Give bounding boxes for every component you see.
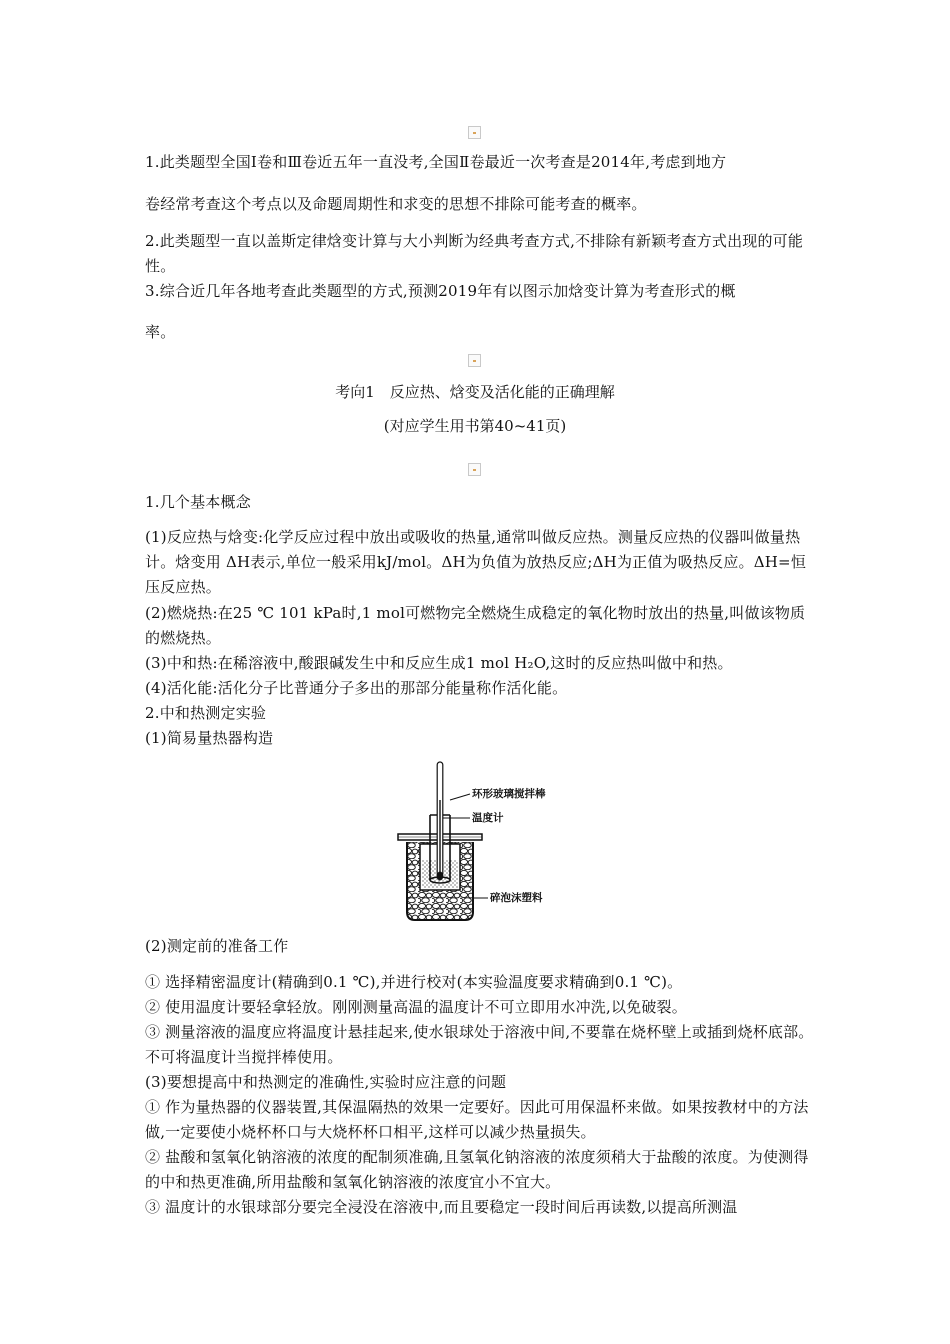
intro-paragraph-3-line-2: 率。 — [145, 323, 176, 341]
label-thermometer: 温度计 — [472, 812, 504, 824]
preparation-item-3: ③ 测量溶液的温度应将温度计悬挂起来,使水银球处于溶液中间,不要靠在烧杯壁上或插到烧杯底部。不可将温度计当搅拌棒使用。 — [145, 1023, 814, 1066]
concept-combustion-heat: (2)燃烧热:在25 ℃ 101 kPa时,1 mol可燃物完全燃烧生成稳定的氧化物时放出的热量,叫做该物质的燃烧热。 — [145, 604, 806, 647]
subheading-calorimeter: (1)简易量热器构造 — [145, 729, 274, 747]
concept-reaction-heat: (1)反应热与焓变:化学反应过程中放出或吸收的热量,通常叫做反应热。测量反应热的仪器叫做量热计。焓变用 ΔH表示,单位一般采用kJ/mol。ΔH为负值为放热反应;ΔH为正值为吸热反应。ΔH=恒压反应热。 — [145, 528, 807, 596]
heading-basic-concepts: 1.几个基本概念 — [145, 493, 251, 511]
image-placeholder-icon — [468, 463, 481, 476]
section-subtitle: (对应学生用书第40~41页) — [383, 417, 567, 435]
heading-neutralization-experiment: 2.中和热测定实验 — [145, 704, 267, 722]
image-placeholder-icon — [468, 354, 481, 367]
subheading-preparation: (2)测定前的准备工作 — [145, 937, 289, 955]
preparation-item-1: ① 选择精密温度计(精确到0.1 ℃),并进行校对(本实验温度要求精确到0.1 ℃)。 — [145, 973, 683, 991]
intro-paragraph-3-line-1: 3.综合近几年各地考查此类题型的方式,预测2019年有以图示加焓变计算为考查形式的概 — [145, 282, 736, 300]
concept-neutralization-heat: (3)中和热:在稀溶液中,酸跟碱发生中和反应生成1 mol H₂O,这时的反应热叫做中和热。 — [145, 654, 733, 672]
accuracy-item-2: ② 盐酸和氢氧化钠溶液的浓度的配制须准确,且氢氧化钠溶液的浓度须稍大于盐酸的浓度。为使测得的中和热更准确,所用盐酸和氢氧化钠溶液的浓度宜小不宜大。 — [145, 1148, 809, 1191]
accuracy-item-3: ③ 温度计的水银球部分要完全浸没在溶液中,而且要稳定一段时间后再读数,以提高所测温 — [145, 1198, 738, 1216]
thermometer-bulb — [437, 872, 444, 881]
accuracy-item-1: ① 作为量热器的仪器装置,其保温隔热的效果一定要好。因此可用保温杯来做。如果按教材中的方法做,一定要使小烧杯杯口与大烧杯杯口相平,这样可以减少热量损失。 — [145, 1098, 809, 1141]
concept-activation-energy: (4)活化能:活化分子比普通分子多出的那部分能量称作活化能。 — [145, 679, 568, 697]
subheading-accuracy: (3)要想提高中和热测定的准确性,实验时应注意的问题 — [145, 1073, 507, 1091]
intro-paragraph-1-line-2: 卷经常考查这个考点以及命题周期性和求变的思想不排除可能考查的概率。 — [145, 195, 647, 213]
section-title: 考向1 反应热、焓变及活化能的正确理解 — [335, 383, 615, 401]
label-foam: 碎泡沫塑料 — [490, 892, 543, 904]
image-placeholder-icon — [468, 126, 481, 139]
label-stirrer: 环形玻璃搅拌棒 — [472, 788, 546, 800]
intro-paragraph-1-line-1: 1.此类题型全国Ⅰ卷和Ⅲ卷近五年一直没考,全国Ⅱ卷最近一次考查是2014年,考虑到地方 — [145, 153, 727, 171]
calorimeter-diagram — [390, 760, 570, 925]
preparation-item-2: ② 使用温度计要轻拿轻放。刚刚测量高温的温度计不可立即用水冲洗,以免破裂。 — [145, 998, 687, 1016]
intro-paragraph-2: 2.此类题型一直以盖斯定律焓变计算与大小判断为经典考查方式,不排除有新颖考查方式出现的可能性。 — [145, 232, 804, 275]
